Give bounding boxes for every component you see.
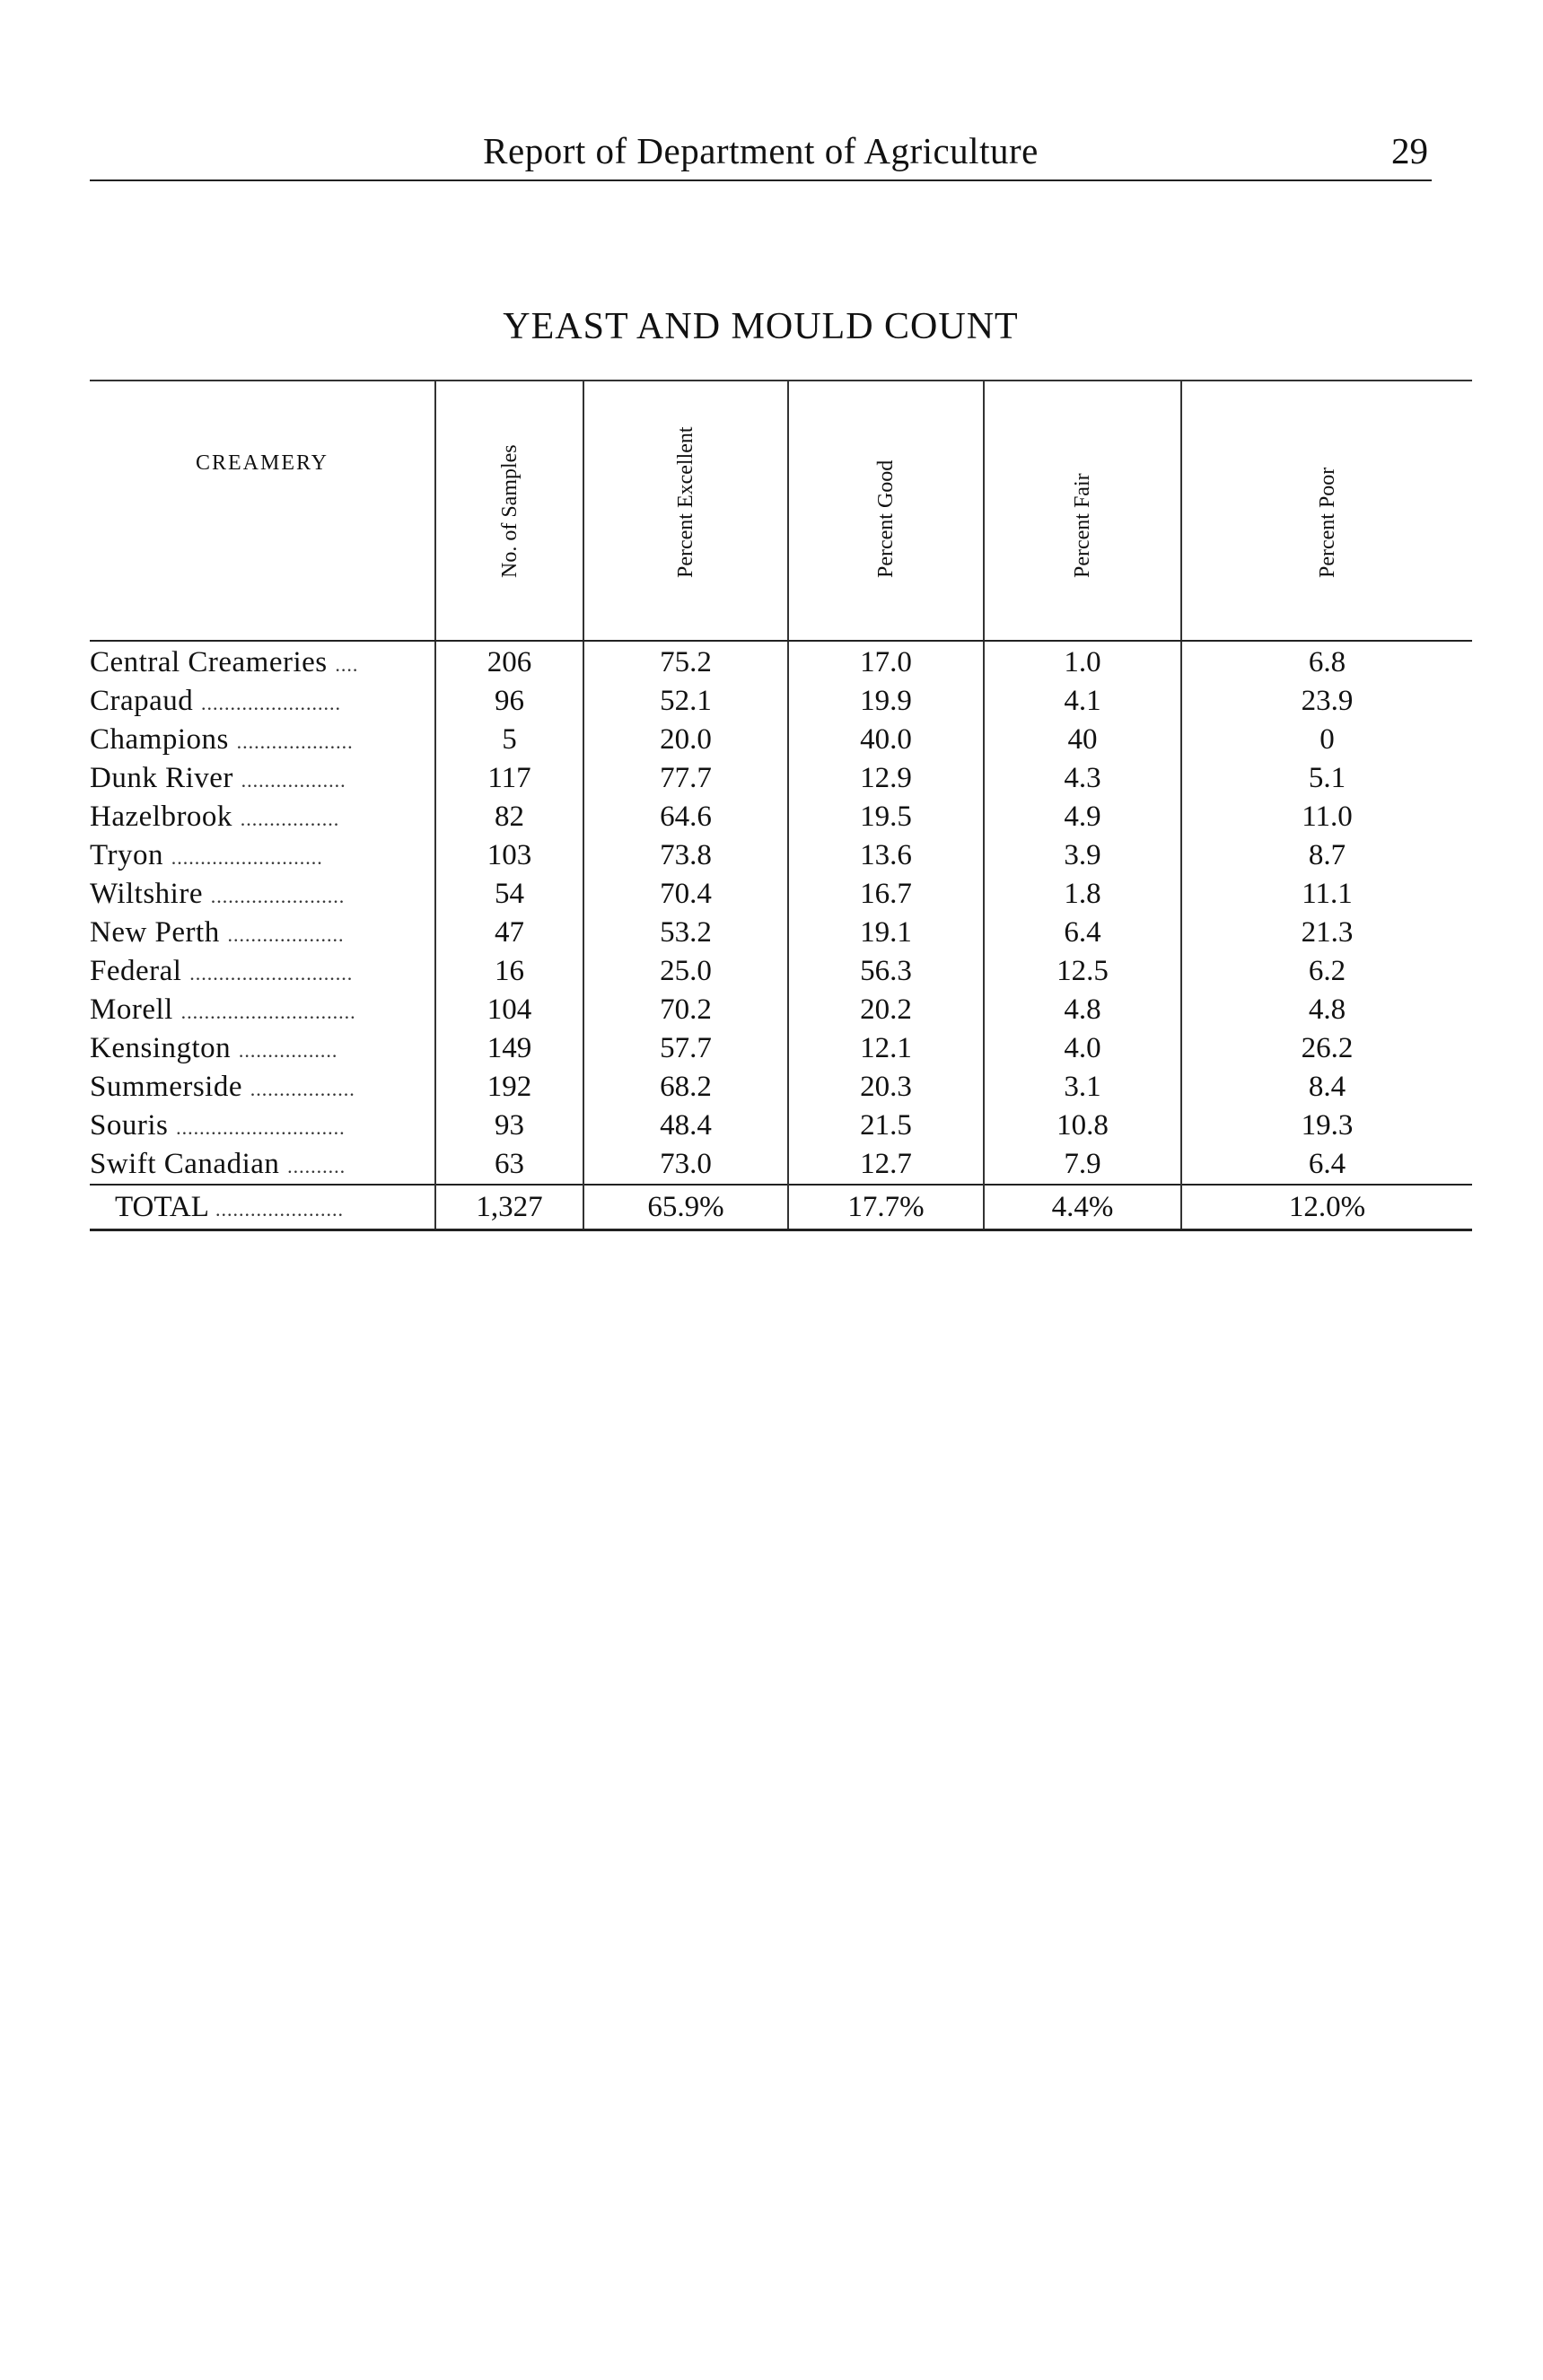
fair-cell: 4.8 [984, 991, 1181, 1029]
excellent-cell: 70.2 [583, 991, 788, 1029]
table-row [90, 721, 1472, 759]
total-good-cell: 17.7% [788, 1185, 984, 1230]
total-label: TOTAL ...................... [90, 1185, 435, 1230]
good-cell: 13.6 [788, 836, 984, 875]
column-header-excellent: Percent Excellent [583, 381, 788, 641]
table-row [90, 875, 1472, 914]
excellent-cell: 20.0 [583, 721, 788, 759]
good-cell: 19.9 [788, 682, 984, 721]
samples-cell: 206 [435, 641, 583, 682]
fair-cell: 4.0 [984, 1029, 1181, 1068]
good-cell: 20.2 [788, 991, 984, 1029]
creamery-name: Souris ............................. [90, 1109, 346, 1142]
fair-cell: 3.1 [984, 1068, 1181, 1107]
creamery-name: Tryon .......................... [90, 839, 323, 871]
table-title: YEAST AND MOULD COUNT [503, 306, 1019, 347]
data-table [90, 380, 1472, 1231]
good-cell: 12.7 [788, 1145, 984, 1185]
excellent-cell: 57.7 [583, 1029, 788, 1068]
samples-cell: 82 [435, 798, 583, 836]
poor-cell: 21.3 [1181, 914, 1472, 952]
samples-cell: 63 [435, 1145, 583, 1185]
table-row [90, 641, 1472, 682]
creamery-name: Hazelbrook ................. [90, 801, 340, 833]
table-row [90, 914, 1472, 952]
excellent-cell: 48.4 [583, 1107, 788, 1145]
fair-cell: 4.3 [984, 759, 1181, 798]
fair-cell: 1.8 [984, 875, 1181, 914]
fair-cell: 7.9 [984, 1145, 1181, 1185]
samples-cell: 149 [435, 1029, 583, 1068]
poor-cell: 6.2 [1181, 952, 1472, 991]
fair-cell: 3.9 [984, 836, 1181, 875]
fair-cell: 10.8 [984, 1107, 1181, 1145]
poor-cell: 6.8 [1181, 641, 1472, 682]
poor-cell: 11.0 [1181, 798, 1472, 836]
samples-cell: 93 [435, 1107, 583, 1145]
creamery-name: Summerside .................. [90, 1071, 355, 1103]
good-cell: 16.7 [788, 875, 984, 914]
excellent-cell: 70.4 [583, 875, 788, 914]
poor-cell: 6.4 [1181, 1145, 1472, 1185]
creamery-name: New Perth .................... [90, 916, 345, 949]
fair-cell: 1.0 [984, 641, 1181, 682]
poor-cell: 0 [1181, 721, 1472, 759]
table-row [90, 1107, 1472, 1145]
creamery-name: Kensington ................. [90, 1032, 338, 1064]
samples-cell: 16 [435, 952, 583, 991]
total-excellent-cell: 65.9% [583, 1185, 788, 1230]
total-samples-cell: 1,327 [435, 1185, 583, 1230]
table-row [90, 1029, 1472, 1068]
poor-cell: 4.8 [1181, 991, 1472, 1029]
samples-cell: 5 [435, 721, 583, 759]
good-cell: 21.5 [788, 1107, 984, 1145]
excellent-cell: 64.6 [583, 798, 788, 836]
excellent-cell: 53.2 [583, 914, 788, 952]
samples-cell: 96 [435, 682, 583, 721]
fair-cell: 40 [984, 721, 1181, 759]
column-header-poor: Percent Poor [1181, 381, 1472, 641]
table-row [90, 1068, 1472, 1107]
creamery-name: Wiltshire ....................... [90, 878, 346, 910]
good-cell: 56.3 [788, 952, 984, 991]
excellent-cell: 73.8 [583, 836, 788, 875]
excellent-cell: 77.7 [583, 759, 788, 798]
excellent-cell: 75.2 [583, 641, 788, 682]
poor-cell: 8.4 [1181, 1068, 1472, 1107]
total-fair-cell: 4.4% [984, 1185, 1181, 1230]
page-header [90, 126, 1432, 181]
samples-cell: 117 [435, 759, 583, 798]
creamery-name: Federal ............................ [90, 955, 354, 987]
table-row [90, 836, 1472, 875]
samples-cell: 54 [435, 875, 583, 914]
column-header-samples: No. of Samples [435, 381, 583, 641]
fair-cell: 12.5 [984, 952, 1181, 991]
total-row [90, 1185, 1472, 1230]
creamery-name: Crapaud ........................ [90, 685, 342, 717]
column-header-creamery: CREAMERY [90, 381, 435, 641]
excellent-cell: 52.1 [583, 682, 788, 721]
creamery-name: Swift Canadian .......... [90, 1148, 346, 1180]
good-cell: 19.5 [788, 798, 984, 836]
poor-cell: 23.9 [1181, 682, 1472, 721]
page-number: 29 [1391, 130, 1428, 171]
samples-cell: 192 [435, 1068, 583, 1107]
total-poor-cell: 12.0% [1181, 1185, 1472, 1230]
poor-cell: 19.3 [1181, 1107, 1472, 1145]
creamery-name: Dunk River .................. [90, 762, 346, 794]
poor-cell: 8.7 [1181, 836, 1472, 875]
table-row [90, 682, 1472, 721]
fair-cell: 4.9 [984, 798, 1181, 836]
poor-cell: 11.1 [1181, 875, 1472, 914]
good-cell: 12.1 [788, 1029, 984, 1068]
good-cell: 12.9 [788, 759, 984, 798]
poor-cell: 26.2 [1181, 1029, 1472, 1068]
fair-cell: 4.1 [984, 682, 1181, 721]
samples-cell: 104 [435, 991, 583, 1029]
table-row [90, 798, 1472, 836]
creamery-name: Morell .............................. [90, 993, 356, 1026]
excellent-cell: 73.0 [583, 1145, 788, 1185]
creamery-name: Central Creameries .... [90, 646, 359, 678]
good-cell: 19.1 [788, 914, 984, 952]
table-row [90, 952, 1472, 991]
table-row [90, 759, 1472, 798]
poor-cell: 5.1 [1181, 759, 1472, 798]
fair-cell: 6.4 [984, 914, 1181, 952]
table-row [90, 991, 1472, 1029]
excellent-cell: 68.2 [583, 1068, 788, 1107]
column-header-fair: Percent Fair [984, 381, 1181, 641]
samples-cell: 103 [435, 836, 583, 875]
column-header-good: Percent Good [788, 381, 984, 641]
good-cell: 17.0 [788, 641, 984, 682]
good-cell: 40.0 [788, 721, 984, 759]
table-header-row [90, 381, 1472, 641]
samples-cell: 47 [435, 914, 583, 952]
running-head-title: Report of Department of Agriculture [483, 130, 1039, 171]
good-cell: 20.3 [788, 1068, 984, 1107]
yeast-mould-table [90, 380, 1472, 1231]
table-row [90, 1145, 1472, 1185]
creamery-name: Champions .................... [90, 723, 354, 756]
excellent-cell: 25.0 [583, 952, 788, 991]
